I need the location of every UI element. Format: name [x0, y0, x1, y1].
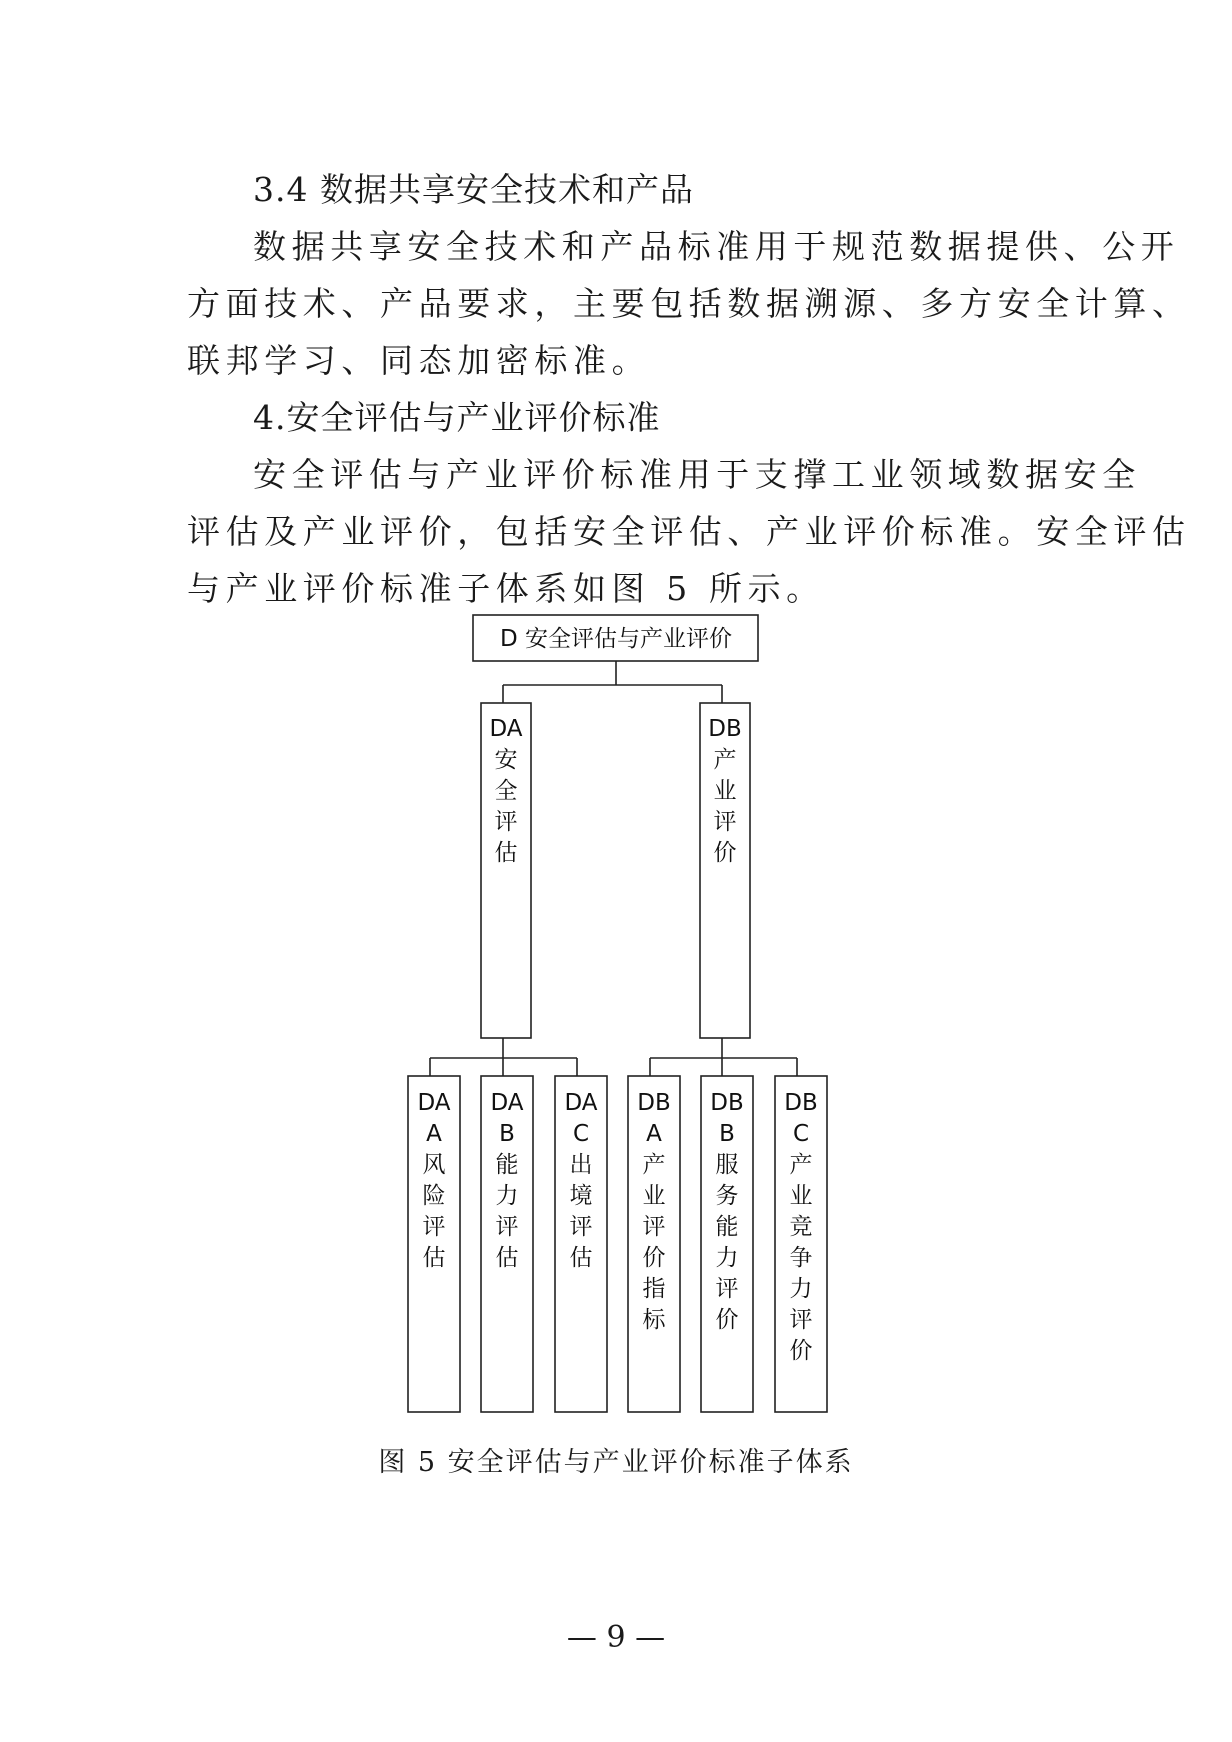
node-label-line: 能	[495, 1152, 519, 1178]
paragraph-line: 安全评估与产业评价标准用于支撑工业领域数据安全	[253, 455, 1141, 494]
node-label-line: 力	[789, 1276, 813, 1302]
node-label-line: 估	[422, 1245, 446, 1271]
node-label-line: 力	[495, 1183, 519, 1209]
node-label-line: 业	[713, 778, 737, 804]
node-label-line: 估	[495, 1245, 519, 1271]
node-label-line: 估	[494, 840, 518, 866]
node-label-line: 标	[642, 1307, 666, 1333]
node-label-line: 指	[642, 1276, 666, 1302]
node-label-line: 价	[715, 1307, 739, 1333]
node-label-line: 争	[789, 1245, 813, 1271]
connector	[503, 661, 722, 703]
node-label-line: C	[572, 1121, 590, 1147]
node-label-line: 力	[715, 1245, 739, 1271]
figure-caption: 图 5 安全评估与产业评价标准子体系	[378, 1447, 854, 1478]
node-label-line: 估	[569, 1245, 593, 1271]
node-db-industry-evaluation	[700, 703, 750, 1038]
node-label-line: 评	[494, 809, 518, 835]
node-label-line: A	[646, 1121, 662, 1147]
node-label-line: 全	[494, 778, 518, 804]
node-daa-risk-assessment	[408, 1076, 460, 1412]
paragraph-line: 与产业评价标准子体系如图 5 所示。	[187, 569, 825, 608]
node-label-line: C	[792, 1121, 810, 1147]
node-label-line: 产	[789, 1152, 813, 1178]
node-label-line: 竞	[789, 1214, 813, 1240]
node-label-line: A	[426, 1121, 442, 1147]
node-label-line: 产	[713, 747, 737, 773]
section-heading-4: 4.安全评估与产业评价标准	[253, 398, 661, 437]
node-label-line: 价	[713, 840, 737, 866]
node-label-line: DB	[708, 716, 742, 742]
paragraph-line: 联邦学习、同态加密标准。	[187, 341, 651, 380]
node-dbc-industry-competitiveness-evaluation	[775, 1076, 827, 1412]
node-label-line: 业	[642, 1183, 666, 1209]
node-label-line: 产	[642, 1152, 666, 1178]
page-number: — 9 —	[566, 1620, 666, 1655]
node-label-line: DA	[564, 1090, 598, 1116]
node-label-line: 业	[789, 1183, 813, 1209]
section-heading-3-4: 3.4 数据共享安全技术和产品	[253, 170, 694, 209]
node-label-line: 险	[422, 1183, 446, 1209]
node-dab-capability-assessment	[481, 1076, 533, 1412]
node-label-line: 务	[715, 1183, 739, 1209]
connector	[430, 1038, 577, 1076]
paragraph-line: 数据共享安全技术和产品标准用于规范数据提供、公开	[253, 227, 1180, 266]
node-label-line: 评	[422, 1214, 446, 1240]
node-dbb-service-capability-evaluation	[701, 1076, 753, 1412]
paragraph-line: 评估及产业评价，包括安全评估、产业评价标准。安全评估	[187, 512, 1191, 551]
node-da-security-assessment	[481, 703, 531, 1038]
node-label-line: DB	[710, 1090, 744, 1116]
node-label-line: 评	[642, 1214, 666, 1240]
node-label-line: 评	[713, 809, 737, 835]
node-label-line: 境	[569, 1183, 593, 1209]
node-label-line: 评	[495, 1214, 519, 1240]
node-label-line: 安	[494, 747, 518, 773]
node-dac-outbound-assessment	[555, 1076, 607, 1412]
node-label-line: DA	[489, 716, 523, 742]
node-label-line: 评	[569, 1214, 593, 1240]
node-label-line: DB	[784, 1090, 818, 1116]
node-label-line: DB	[637, 1090, 671, 1116]
node-label-line: 价	[789, 1338, 813, 1364]
node-label-line: DA	[417, 1090, 451, 1116]
node-label-line: 风	[422, 1152, 446, 1178]
node-label-line: 出	[569, 1152, 593, 1178]
node-label-line: B	[719, 1121, 735, 1147]
root-node-label: D 安全评估与产业评价	[499, 626, 733, 652]
node-label-line: B	[499, 1121, 515, 1147]
connector	[650, 1038, 797, 1076]
node-label-line: DA	[490, 1090, 524, 1116]
paragraph-line: 方面技术、产品要求，主要包括数据溯源、多方安全计算、	[187, 284, 1191, 323]
node-label-line: 价	[642, 1245, 666, 1271]
root-node	[473, 615, 758, 661]
node-label-line: 评	[715, 1276, 739, 1302]
node-label-line: 服	[715, 1152, 739, 1178]
node-dba-industry-evaluation-index	[628, 1076, 680, 1412]
node-label-line: 评	[789, 1307, 813, 1333]
node-label-line: 能	[715, 1214, 739, 1240]
